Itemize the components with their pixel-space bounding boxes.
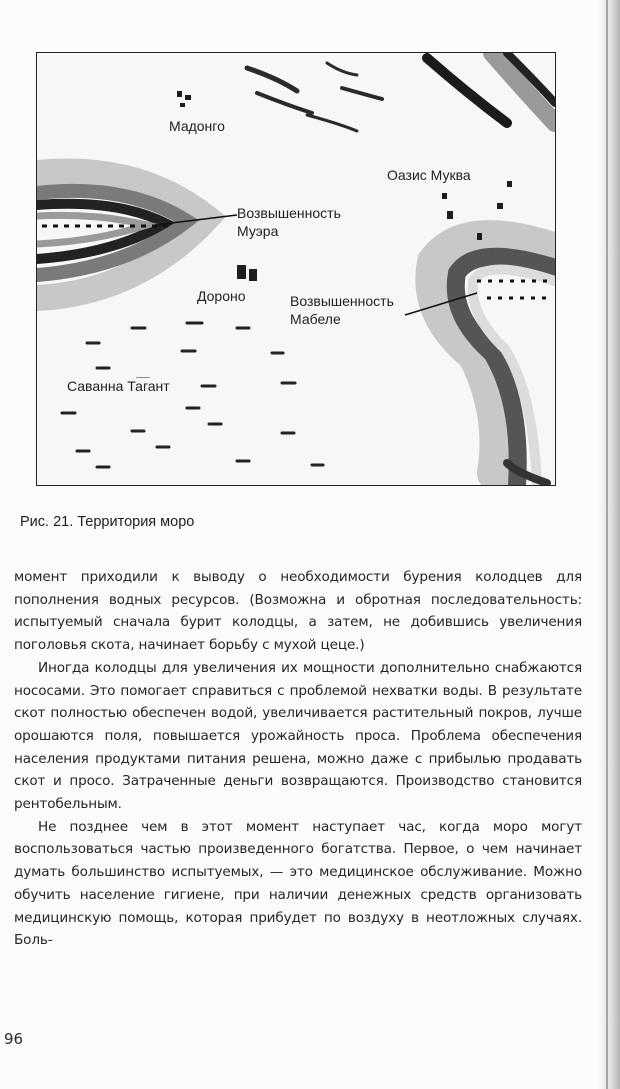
- paragraph-2: Иногда колодцы для увеличения их мощности дополнительно снабжаются нососами. Это помогает справиться с проблемой нехватки воды. В результате скот полностью обеспечен водой, увеличивается растительный покров, лучше орошаются поля, повышается урожайность проса. Проблема обеспечения населения продуктами питания решена, можно даже с прибылью продавать скот и просо. Затраченные деньги возвращаются. Производство становится рентобельным.: [14, 659, 582, 813]
- label-muera-hill-line2: Муэра: [237, 223, 279, 239]
- page-number: 96: [4, 1030, 24, 1048]
- paragraph-3: Не позднее чем в этот момент наступает час, когда моро могут воспользоваться частью произведенного богатства. Первое, о чем начинает думать большинство испытуемых, — это медицинское обслуживание. Можно обучить население гигиене, при наличии денежных средств организовать медицинскую помощь, которая прибудет по воздуху в неотложных случаях. Боль-: [14, 818, 582, 949]
- label-savanna-tagant: Саванна Тагант: [67, 378, 170, 394]
- top-right-ridges: [427, 53, 555, 123]
- label-dorono: Дороно: [197, 288, 246, 304]
- page-edge-line: [606, 0, 608, 1089]
- map-drawing: [37, 53, 555, 485]
- savanna-grass: [62, 323, 323, 467]
- paragraph-1: момент приходили к выводу о необходимости бурения колодцев для пополнения водных ресурсов. (Возможна и обротная последовательность: испытуемый сначала бурит колодцы, а затем, не добившись увеличения поголовья скота, начинает борьбу с мухой цеце.): [14, 569, 582, 654]
- label-madongo: Мадонго: [169, 118, 225, 134]
- top-terrain-strokes: [247, 63, 382, 131]
- mabele-hill-shape: [435, 240, 555, 485]
- muera-hill-shape: [37, 171, 207, 298]
- label-mabele-hill-line2: Мабеле: [290, 311, 341, 327]
- body-text: [14, 566, 582, 952]
- label-mabele-hill-line1: Возвышенность: [290, 293, 394, 309]
- label-muera-hill-line1: Возвышенность: [237, 205, 341, 221]
- territory-map: [36, 52, 556, 486]
- figure-caption: Рис. 21. Территория моро: [20, 514, 195, 530]
- page-edge-shadow: [598, 0, 620, 1089]
- label-oasis-mukva: Оазис Муква: [387, 167, 471, 183]
